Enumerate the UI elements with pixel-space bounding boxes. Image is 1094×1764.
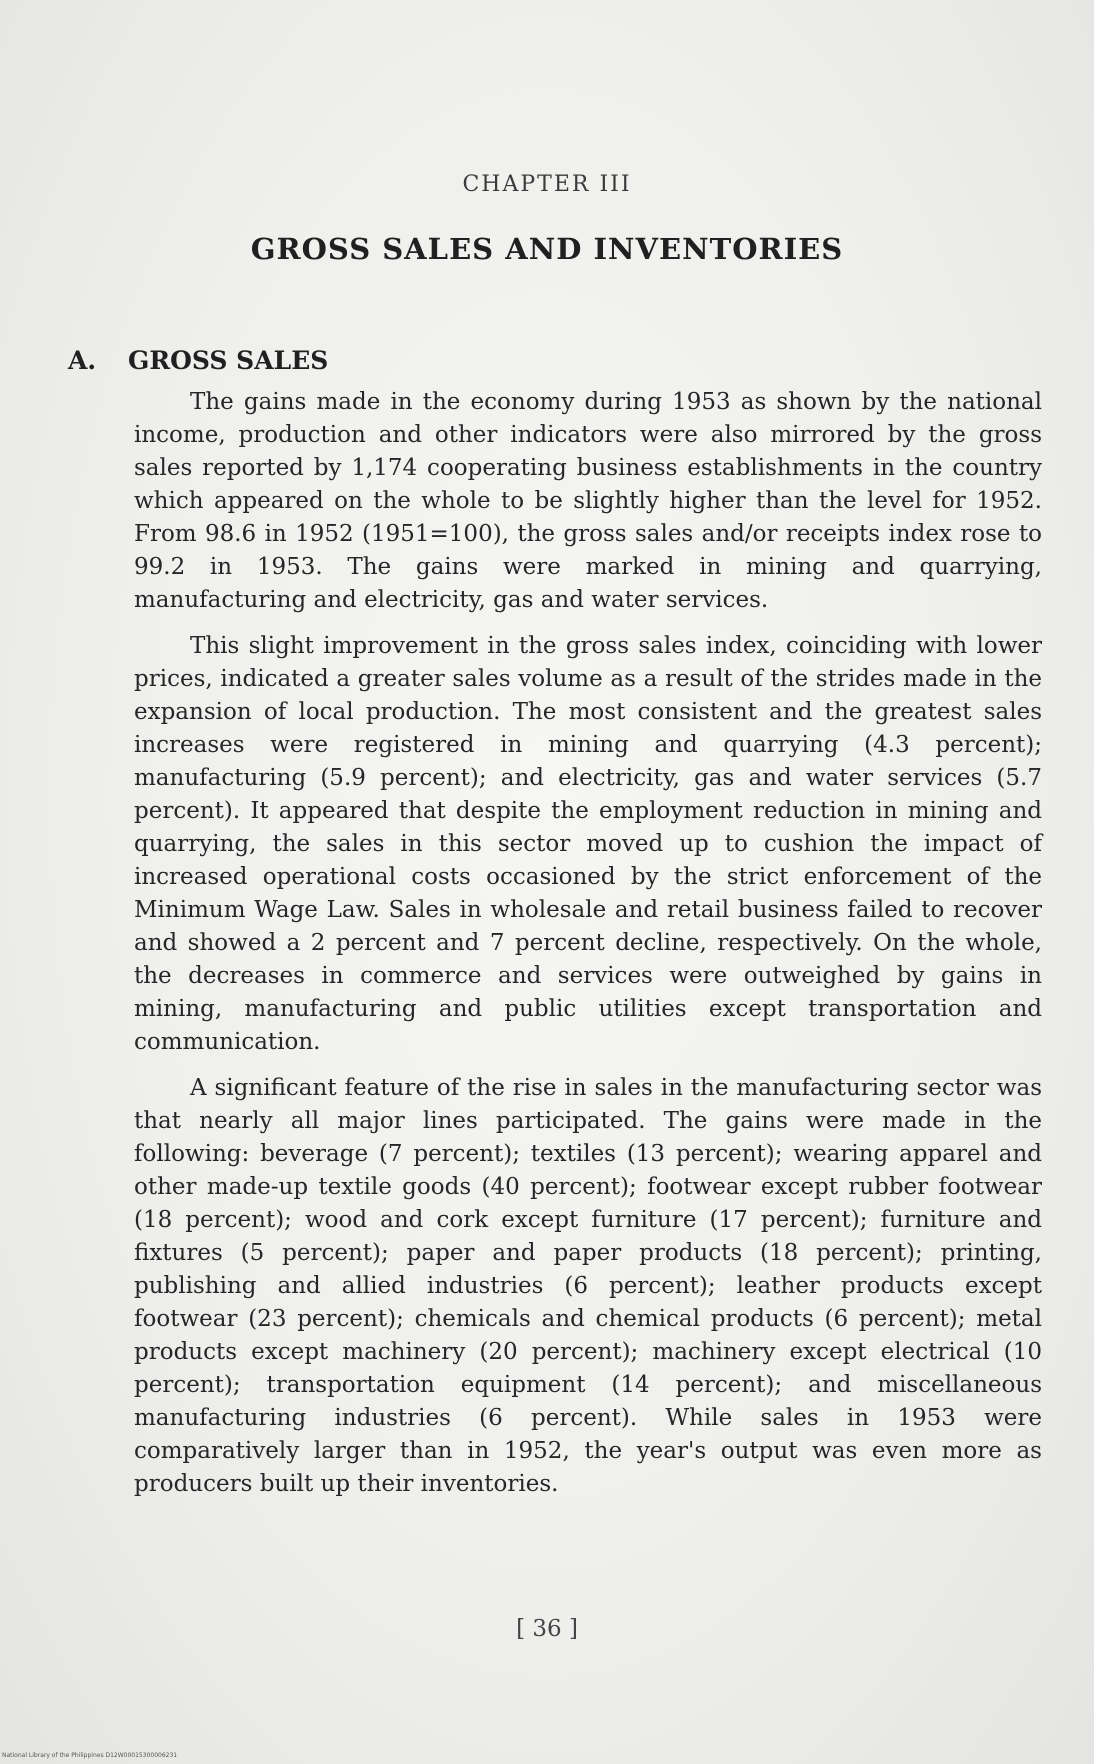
paragraph: The gains made in the economy during 1953 as shown by the national income, production and other indicators were also mirrored by the gross sales reported by 1,174 cooperating business establishments in the country which appeared on the whole to be slightly higher than the level for 1952. From 98.6 in 1952 (1951=100), the gross sales and/or receipts index rose to 99.2 in 1953. The gains were marked in mining and quarrying, manufacturing and electricity, gas and water services. <box>134 389 1042 613</box>
body-text <box>134 386 1042 1514</box>
paragraph: This slight improvement in the gross sales index, coinciding with lower prices, indicated a greater sales volume as a result of the strides made in the expansion of local production. The most consistent and the greatest sales increases were registered in mining and quarrying (4.3 percent); manufacturing (5.9 percent); and electricity, gas and water services (5.7 percent). It appeared that despite the employment reduction in mining and quarrying, the sales in this sector moved up to cushion the impact of increased operational costs occasioned by the strict enforcement of the Minimum Wage Law. Sales in wholesale and retail business failed to recover and showed a 2 percent and 7 percent decline, respectively. On the whole, the decreases in commerce and services were outweighed by gains in mining, manufacturing and public utilities except transportation and communication. <box>134 633 1042 1055</box>
scan-footer-note: National Library of the Philippines D12W00015300006231 <box>2 1752 178 1759</box>
section-heading-text: GROSS SALES <box>128 346 329 375</box>
chapter-label: CHAPTER III <box>462 172 632 197</box>
section-heading <box>68 346 328 375</box>
page-number: [ 36 ] <box>516 1616 578 1642</box>
chapter-title: GROSS SALES AND INVENTORIES <box>250 232 844 266</box>
paragraph: A significant feature of the rise in sales in the manufacturing sector was that nearly all major lines participated. The gains were made in the following: beverage (7 percent); textiles (13 percent); wearing apparel and other made-up textile goods (40 percent); footwear except rubber footwear (18 percent); wood and cork except furniture (17 percent); furniture and fixtures (5 percent); paper and paper products (18 percent); printing, publishing and allied industries (6 percent); leather products except footwear (23 percent); chemicals and chemical products (6 percent); metal products except machinery (20 percent); machinery except electrical (10 percent); transportation equipment (14 percent); and miscellaneous manufacturing industries (6 percent). While sales in 1953 were comparatively larger than in 1952, the year's output was even more as producers built up their inventories. <box>134 1075 1042 1497</box>
section-number: A. <box>68 346 97 375</box>
